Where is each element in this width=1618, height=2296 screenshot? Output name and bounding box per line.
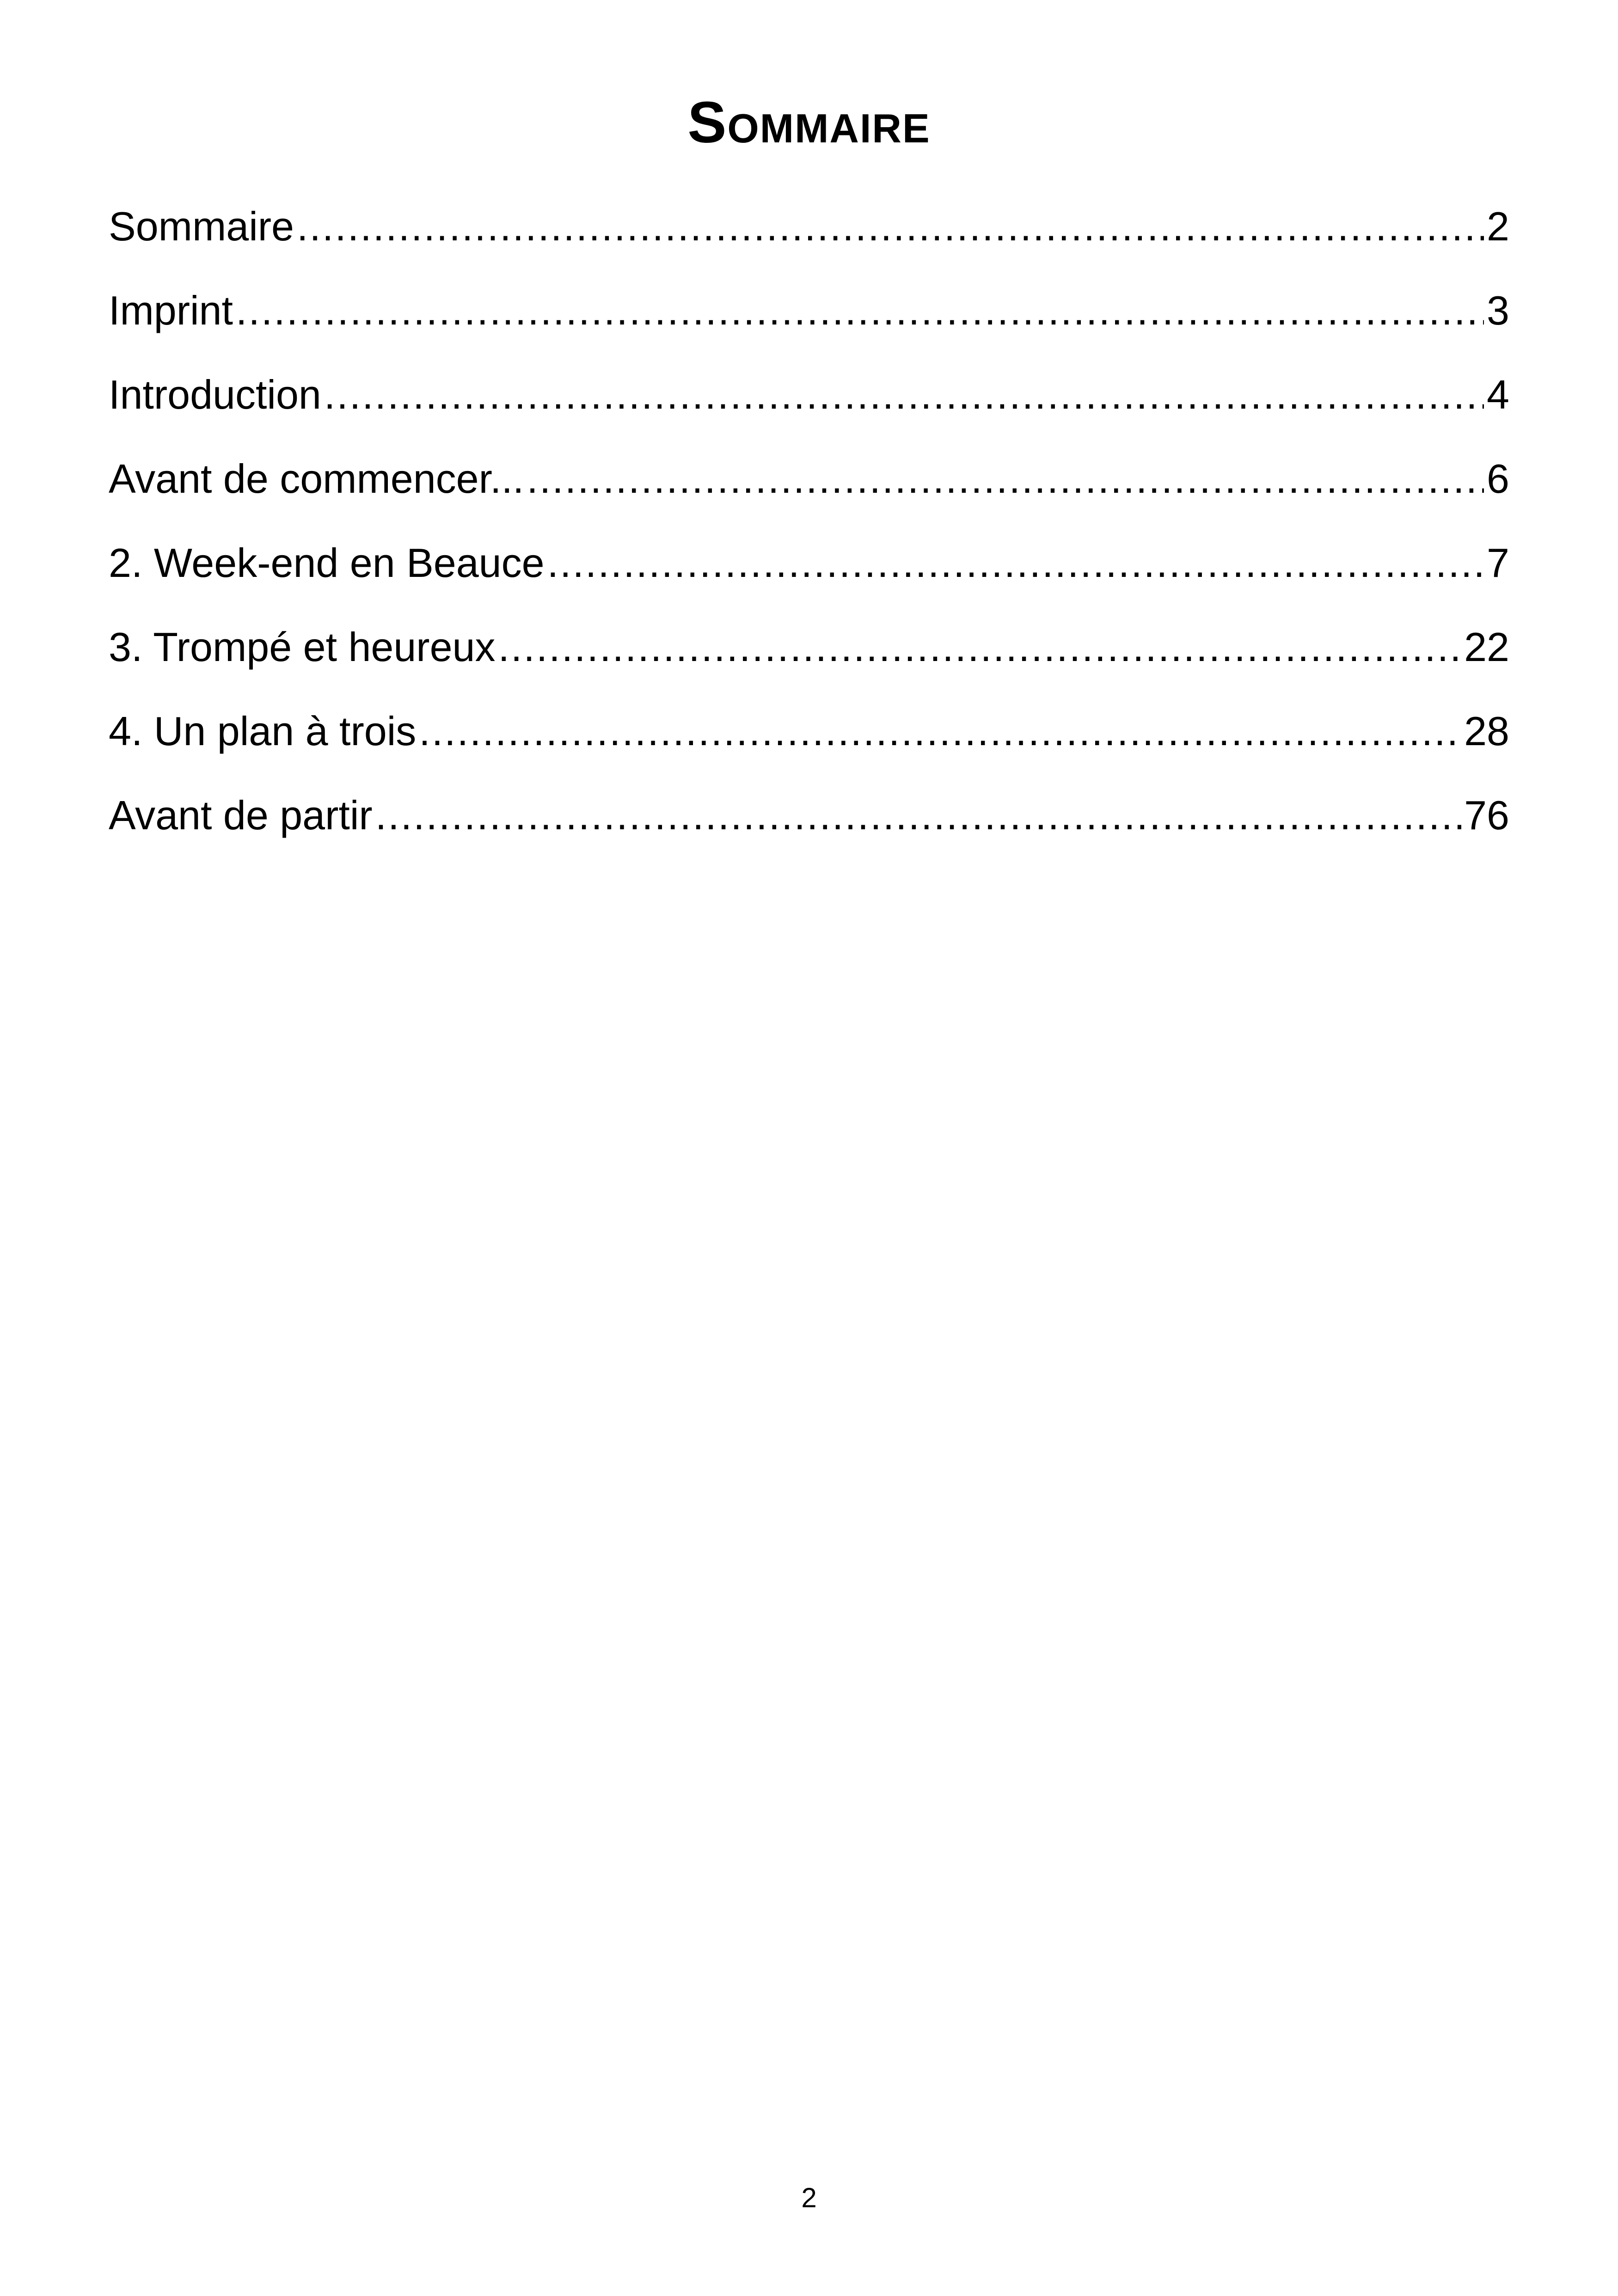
toc-entry-label: Imprint bbox=[109, 288, 233, 333]
toc-entry-page: 6 bbox=[1487, 456, 1509, 502]
toc-entry[interactable] bbox=[109, 372, 1509, 456]
toc-entry-page: 22 bbox=[1464, 624, 1509, 670]
toc-entry-page: 2 bbox=[1487, 203, 1509, 249]
table-of-contents bbox=[109, 203, 1509, 876]
toc-dot-leader bbox=[498, 624, 1461, 670]
toc-dot-leader bbox=[527, 456, 1484, 502]
toc-entry-label: Avant de commencer... bbox=[109, 456, 524, 502]
toc-dot-leader bbox=[419, 708, 1461, 754]
toc-entry-label: Introduction bbox=[109, 372, 321, 417]
toc-entry-label: 3. Trompé et heureux bbox=[109, 624, 496, 670]
toc-dot-leader bbox=[297, 203, 1484, 250]
toc-entry-page: 3 bbox=[1487, 288, 1509, 333]
toc-entry[interactable] bbox=[109, 624, 1509, 708]
toc-entry-label: Sommaire bbox=[109, 203, 294, 249]
toc-entry-page: 76 bbox=[1464, 792, 1509, 838]
toc-entry[interactable] bbox=[109, 456, 1509, 540]
toc-entry-page: 4 bbox=[1487, 372, 1509, 417]
toc-dot-leader bbox=[324, 372, 1484, 418]
toc-entry-label: 2. Week-end en Beauce bbox=[109, 540, 545, 586]
toc-dot-leader bbox=[375, 792, 1461, 839]
toc-entry[interactable] bbox=[109, 708, 1509, 792]
toc-entry[interactable] bbox=[109, 203, 1509, 288]
toc-entry[interactable] bbox=[109, 792, 1509, 876]
toc-entry[interactable] bbox=[109, 288, 1509, 372]
page-number: 2 bbox=[801, 2182, 817, 2213]
toc-entry-label: Avant de partir bbox=[109, 792, 373, 838]
toc-entry-page: 7 bbox=[1487, 540, 1509, 586]
toc-entry-page: 28 bbox=[1464, 708, 1509, 754]
toc-entry-label: 4. Un plan à trois bbox=[109, 708, 417, 754]
toc-entry[interactable] bbox=[109, 540, 1509, 624]
toc-dot-leader bbox=[547, 540, 1484, 586]
page-title: Sommaire bbox=[687, 90, 931, 155]
toc-dot-leader bbox=[236, 288, 1484, 334]
